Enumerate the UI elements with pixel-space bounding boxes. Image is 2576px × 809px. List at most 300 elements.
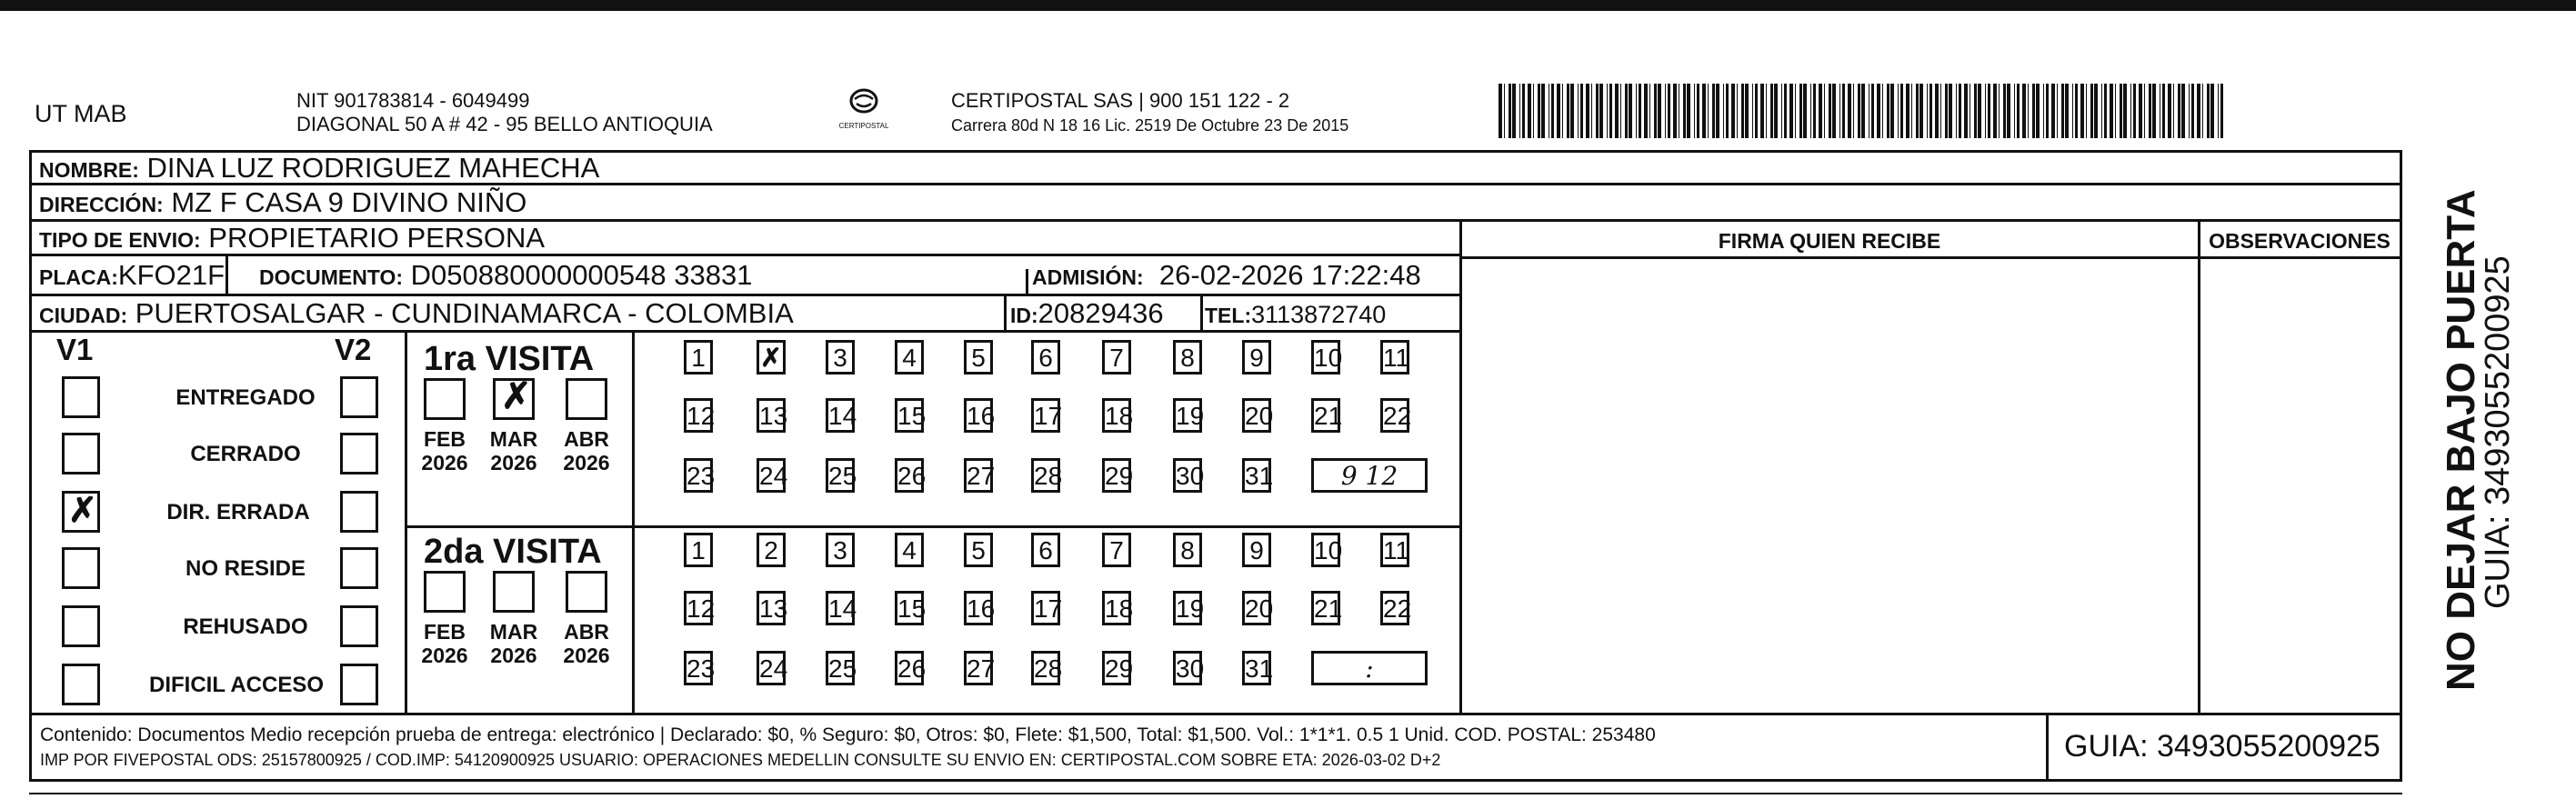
barcode-bar	[1781, 84, 1783, 138]
visit2-day-box[interactable]: 2	[757, 533, 786, 567]
footer-contenido: Contenido: Documentos Medio recepción prueba de entrega: electrónico | Declarado: $0, % Seguro: $0, Otros: $0, Flete: $1,500, Total: $1,500. Vol.: 1*1*1. 0.5 1 Unid. COD. POSTAL: 253480	[40, 724, 1656, 745]
visit2-day-box[interactable]: 1	[684, 533, 713, 567]
tipo-value: PROPIETARIO PERSONA	[208, 222, 546, 254]
barcode-bar	[1887, 84, 1889, 138]
visit1-day-box[interactable]: 30	[1173, 458, 1202, 493]
barcode-bar	[1985, 84, 1987, 138]
barcode-bar	[1858, 84, 1860, 138]
barcode-bar	[1745, 84, 1749, 138]
visit2-month-checkbox[interactable]	[493, 571, 535, 613]
barcode-bar	[2017, 84, 2020, 138]
barcode-bar	[1697, 84, 1699, 138]
barcode-bar	[1949, 84, 1952, 138]
month-name: MAR	[489, 427, 538, 451]
barcode-bar	[1978, 84, 1981, 138]
month-year: 2026	[563, 644, 610, 667]
barcode-bar	[1578, 84, 1579, 138]
barcode-bar	[2104, 84, 2107, 138]
barcode-bar	[1799, 84, 1802, 138]
barcode-bar	[2191, 84, 2194, 138]
visit2-day-box[interactable]: 20	[1242, 591, 1271, 625]
documento-label: DOCUMENTO:	[259, 265, 404, 289]
visit1-day-box[interactable]: 23	[684, 458, 713, 493]
visit1-day-box[interactable]: 22	[1380, 398, 1409, 433]
visit2-day-box[interactable]: 10	[1311, 533, 1340, 567]
visit2-day-box[interactable]: 15	[895, 591, 924, 625]
barcode-bar	[1639, 84, 1641, 138]
barcode-bar	[1959, 84, 1961, 138]
barcode-bar	[1549, 84, 1550, 138]
barcode-bar	[1708, 84, 1709, 138]
barcode-bar	[1869, 84, 1870, 138]
barcode-bar	[2130, 84, 2132, 138]
barcode-bar	[2120, 84, 2122, 138]
nombre-label: NOMBRE:	[39, 158, 139, 182]
v2-checkbox[interactable]	[340, 376, 378, 418]
visit1-month-checkbox[interactable]	[424, 378, 466, 420]
visit1-day-box[interactable]: 7	[1102, 340, 1131, 375]
barcode-bar	[1498, 84, 1502, 138]
direccion-value: MZ F CASA 9 DIVINO NIÑO	[171, 186, 527, 218]
admision-field	[1032, 256, 1421, 296]
carrier-name: CERTIPOSTAL SAS | 900 151 122 - 2	[951, 89, 1290, 112]
visit2-day-box[interactable]: 24	[757, 651, 786, 685]
placa-field	[39, 256, 225, 296]
visit1-day-box[interactable]: 27	[964, 458, 993, 493]
barcode-bar	[1877, 84, 1880, 138]
barcode-bar	[2036, 84, 2040, 138]
visit1-day-box[interactable]: 6	[1031, 340, 1060, 375]
visit1-day-box[interactable]: 8	[1173, 340, 1202, 375]
barcode-bar	[1522, 84, 1525, 138]
barcode-bar	[1829, 84, 1831, 138]
visit1-day-box[interactable]: 25	[826, 458, 855, 493]
v1-checkbox[interactable]	[62, 664, 100, 705]
month-year: 2026	[563, 451, 610, 474]
visit2-day-box[interactable]: 17	[1031, 591, 1060, 625]
id-value: 20829436	[1037, 297, 1164, 329]
v1-checkbox[interactable]	[62, 547, 100, 589]
barcode-bar	[1766, 84, 1768, 138]
visit2-day-box[interactable]: 31	[1242, 651, 1271, 685]
barcode-bar	[2051, 84, 2055, 138]
visit1-day-box[interactable]: 5	[964, 340, 993, 375]
barcode-bar	[1832, 84, 1836, 138]
visit2-day-box[interactable]: 8	[1173, 533, 1202, 567]
barcode-bar	[1853, 84, 1855, 138]
documento-value: D050880000000548 33831	[410, 259, 753, 291]
visit1-month-checkbox[interactable]	[493, 378, 535, 420]
barcode-bar	[2123, 84, 2127, 138]
visit1-day-box[interactable]: 29	[1102, 458, 1131, 493]
barcode-bar	[2080, 84, 2084, 138]
barcode-bar	[1683, 84, 1686, 138]
barcode-bar	[2072, 84, 2074, 138]
barcode-bar	[1898, 84, 1899, 138]
visit2-day-box[interactable]: 19	[1173, 591, 1202, 625]
barcode-bar	[1599, 84, 1603, 138]
barcode-bar	[1842, 84, 1845, 138]
barcode	[1498, 84, 2226, 138]
barcode-bar	[1935, 84, 1939, 138]
visit2-time-box[interactable]: :	[1311, 651, 1428, 685]
visit1-day-box[interactable]: 31	[1242, 458, 1271, 493]
tipo-label: TIPO DE ENVIO:	[39, 228, 201, 252]
barcode-bar	[1927, 84, 1929, 138]
barcode-bar	[2168, 84, 2171, 138]
v2-checkbox[interactable]	[340, 433, 378, 474]
barcode-bar	[1570, 84, 1574, 138]
barcode-bar	[2218, 84, 2220, 138]
placa-label: PLACA:	[39, 265, 118, 289]
id-field	[1010, 296, 1164, 333]
visit1-day-box[interactable]: 26	[895, 458, 924, 493]
visit1-day-box[interactable]: 20	[1242, 398, 1271, 433]
company-name: UT MAB	[35, 100, 127, 127]
barcode-bar	[1906, 84, 1909, 138]
barcode-bar	[1668, 84, 1670, 138]
footer-imp: IMP POR FIVEPOSTAL ODS: 25157800925 / COD.IMP: 54120900925 USUARIO: OPERACIONES MEDELLIN CONSULTE SU ENVIO EN: CERTIPOSTAL.COM SOBRE ETA: 2026-03-02 D+2	[40, 751, 1441, 769]
barcode-bar	[1557, 84, 1560, 138]
barcode-bar	[1636, 84, 1638, 138]
barcode-bar	[1679, 84, 1680, 138]
barcode-bar	[2086, 84, 2088, 138]
barcode-bar	[1551, 84, 1554, 138]
footer-guia: GUIA: 3493055200925	[2064, 729, 2381, 764]
visit1-day-box[interactable]: 18	[1102, 398, 1131, 433]
barcode-bar	[1591, 84, 1593, 138]
barcode-bar	[1726, 84, 1729, 138]
visit2-day-box[interactable]: 25	[826, 651, 855, 685]
barcode-bar	[1538, 84, 1540, 138]
visit1-day-box[interactable]: 1	[684, 340, 713, 375]
status-label: ENTREGADO	[175, 385, 316, 410]
barcode-bar	[2181, 84, 2185, 138]
barcode-bar	[2144, 84, 2146, 138]
check-mark-icon: ✗	[68, 492, 97, 530]
barcode-bar	[1890, 84, 1894, 138]
barcode-bar	[1810, 84, 1812, 138]
barcode-bar	[2028, 84, 2030, 138]
logo-icon	[846, 87, 882, 118]
status-label: DIR. ERRADA	[166, 500, 310, 524]
barcode-bar	[1819, 84, 1822, 138]
barcode-bar	[1848, 84, 1851, 138]
barcode-bar	[1644, 84, 1648, 138]
visit2-day-box[interactable]: 9	[1242, 533, 1271, 567]
visit2-day-box[interactable]: 27	[964, 651, 993, 685]
barcode-bar	[1789, 84, 1793, 138]
barcode-bar	[2046, 84, 2049, 138]
top-border	[0, 0, 2576, 11]
tel-value: 3113872740	[1251, 301, 1387, 328]
month-year: 2026	[421, 451, 468, 474]
visit2-day-box[interactable]: 22	[1380, 591, 1409, 625]
barcode-bar	[2061, 84, 2064, 138]
admision-value: 26-02-2026 17:22:48	[1158, 259, 1421, 291]
barcode-bar	[1687, 84, 1690, 138]
barcode-bar	[2065, 84, 2069, 138]
barcode-bar	[1567, 84, 1569, 138]
barcode-bar	[1723, 84, 1725, 138]
barcode-bar	[2178, 84, 2180, 138]
firma-header: FIRMA QUIEN RECIBE	[1718, 229, 1941, 253]
barcode-bar	[2094, 84, 2098, 138]
ciudad-value: PUERTOSALGAR - CUNDINAMARCA - COLOMBIA	[135, 297, 794, 329]
row-placa	[32, 256, 1459, 296]
barcode-bar	[1755, 84, 1758, 138]
visit2-day-box[interactable]: 26	[895, 651, 924, 685]
v2-checkbox[interactable]	[340, 547, 378, 589]
row-direccion	[32, 185, 2400, 222]
visit2-day-box[interactable]: 6	[1031, 533, 1060, 567]
barcode-bar	[2173, 84, 2175, 138]
barcode-bar	[1580, 84, 1583, 138]
barcode-bar	[2007, 84, 2010, 138]
firma-field[interactable]	[1464, 262, 2195, 711]
barcode-bar	[1803, 84, 1807, 138]
v1-checkbox[interactable]	[62, 605, 100, 647]
visit2-day-box[interactable]: 16	[964, 591, 993, 625]
visit2-month-checkbox[interactable]	[566, 571, 607, 613]
barcode-bar	[1512, 84, 1516, 138]
visit2-month-checkbox[interactable]	[424, 571, 466, 613]
month-name: ABR	[564, 620, 609, 644]
barcode-bar	[2220, 84, 2223, 138]
barcode-bar	[2139, 84, 2142, 138]
visit2-day-box[interactable]: 13	[757, 591, 786, 625]
company-nit: NIT 901783814 - 6049499	[296, 89, 530, 112]
month-name: MAR	[489, 620, 538, 644]
visit1-month-checkbox[interactable]	[566, 378, 607, 420]
barcode-bar	[1596, 84, 1599, 138]
barcode-bar	[1625, 84, 1628, 138]
barcode-bar	[1970, 84, 1971, 138]
visit2-day-box[interactable]: 3	[826, 533, 855, 567]
visit2-month-label	[417, 620, 472, 667]
certipostal-logo	[837, 87, 891, 142]
barcode-bar	[2075, 84, 2078, 138]
barcode-bar	[1813, 84, 1816, 138]
v1-label: V1	[56, 333, 94, 366]
barcode-bar	[1509, 84, 1511, 138]
v1-checkbox[interactable]	[62, 433, 100, 474]
tel-field	[1205, 296, 1386, 333]
visit1-month-label	[559, 427, 614, 474]
company-address: DIAGONAL 50 A # 42 - 95 BELLO ANTIOQUIA	[296, 113, 713, 135]
visit1-title: 1ra VISITA	[424, 340, 595, 378]
visit1-day-box[interactable]	[757, 340, 786, 375]
id-label: ID:	[1010, 304, 1038, 327]
barcode-bar	[2210, 84, 2214, 138]
barcode-bar	[1929, 84, 1932, 138]
visit1-day-box[interactable]: 3	[826, 340, 855, 375]
status-label: NO RESIDE	[185, 556, 306, 581]
barcode-bar	[2115, 84, 2117, 138]
barcode-bar	[2014, 84, 2016, 138]
visit2-day-box[interactable]: 18	[1102, 591, 1131, 625]
barcode-bar	[2152, 84, 2156, 138]
visit1-day-box[interactable]: 16	[964, 398, 993, 433]
visit2-day-box[interactable]: 28	[1031, 651, 1060, 685]
row-nombre	[32, 153, 2400, 185]
logo-caption: CERTIPOSTAL	[838, 122, 889, 130]
visit1-day-box[interactable]: 17	[1031, 398, 1060, 433]
status-label: REHUSADO	[183, 614, 308, 639]
barcode-bar	[1609, 84, 1612, 138]
visit1-time-box[interactable]: 9 12	[1311, 458, 1428, 493]
barcode-bar	[1615, 84, 1619, 138]
barcode-bar	[2149, 84, 2151, 138]
barcode-bar	[2202, 84, 2204, 138]
placa-value: KFO21F	[117, 259, 226, 291]
barcode-bar	[2110, 84, 2113, 138]
month-year: 2026	[490, 451, 537, 474]
barcode-bar	[1541, 84, 1545, 138]
barcode-bar	[1562, 84, 1564, 138]
observaciones-header: OBSERVACIONES	[2209, 229, 2391, 253]
barcode-bar	[2160, 84, 2161, 138]
barcode-bar	[1940, 84, 1942, 138]
barcode-bar	[2022, 84, 2026, 138]
month-year: 2026	[490, 644, 537, 667]
visit1-day-box[interactable]: 12	[684, 398, 713, 433]
visit2-day-box[interactable]: 12	[684, 591, 713, 625]
visit1-day-box[interactable]: 9	[1242, 340, 1271, 375]
barcode-bar	[1839, 84, 1841, 138]
barcode-bar	[2162, 84, 2165, 138]
barcode-bar	[1871, 84, 1874, 138]
visit1-month-label	[417, 427, 472, 474]
barcode-bar	[2003, 84, 2006, 138]
barcode-bar	[1900, 84, 1903, 138]
row-ciudad	[32, 296, 1459, 333]
barcode-bar	[1993, 84, 1997, 138]
visit2-day-box[interactable]: 7	[1102, 533, 1131, 567]
side-guia: GUIA: 3493055200925	[2479, 255, 2517, 609]
barcode-bar	[1586, 84, 1589, 138]
visit1-day-box[interactable]: 10	[1311, 340, 1340, 375]
barcode-bar	[1916, 84, 1919, 138]
barcode-bar	[2032, 84, 2035, 138]
barcode-bar	[2043, 84, 2045, 138]
barcode-bar	[1504, 84, 1506, 138]
observaciones-field[interactable]	[2202, 262, 2397, 711]
visit2-day-box[interactable]: 23	[684, 651, 713, 685]
barcode-bar	[1760, 84, 1764, 138]
visit1-day-box[interactable]: 13	[757, 398, 786, 433]
admision-label: ADMISIÓN:	[1032, 265, 1144, 289]
barcode-bar	[1716, 84, 1719, 138]
visit1-month-label	[486, 427, 541, 474]
barcode-bar	[1712, 84, 1715, 138]
barcode-bar	[2133, 84, 2136, 138]
barcode-bar	[1784, 84, 1787, 138]
v2-checkbox[interactable]	[340, 664, 378, 705]
barcode-bar	[1741, 84, 1744, 138]
barcode-bar	[1731, 84, 1735, 138]
ciudad-field	[39, 296, 794, 333]
barcode-bar	[1770, 84, 1773, 138]
barcode-bar	[1654, 84, 1657, 138]
v2-label: V2	[335, 333, 372, 366]
month-name: FEB	[424, 620, 466, 644]
visit1-day-box[interactable]: 28	[1031, 458, 1060, 493]
barcode-bar	[1620, 84, 1622, 138]
barcode-bar	[2197, 84, 2200, 138]
v2-checkbox[interactable]	[340, 491, 378, 533]
barcode-bar	[1795, 84, 1797, 138]
visit2-day-box[interactable]: 5	[964, 533, 993, 567]
barcode-bar	[2090, 84, 2093, 138]
visit1-day-box[interactable]: 14	[826, 398, 855, 433]
row-tipo	[32, 222, 1459, 256]
status-label: DIFICIL ACCESO	[148, 673, 324, 697]
barcode-bar	[1956, 84, 1958, 138]
visit2-month-label	[486, 620, 541, 667]
visit2-day-box[interactable]: 30	[1173, 651, 1202, 685]
v1-checkbox[interactable]	[62, 491, 100, 533]
visit2-day-box[interactable]: 4	[895, 533, 924, 567]
barcode-bar	[1694, 84, 1696, 138]
visit1-day-box[interactable]: 11	[1380, 340, 1409, 375]
visit1-day-box[interactable]: 24	[757, 458, 786, 493]
visit2-day-box[interactable]: 29	[1102, 651, 1131, 685]
visit1-day-box[interactable]: 4	[895, 340, 924, 375]
visit2-title: 2da VISITA	[424, 533, 602, 571]
barcode-bar	[2189, 84, 2190, 138]
v2-checkbox[interactable]	[340, 605, 378, 647]
barcode-bar	[1702, 84, 1706, 138]
visit1-day-box[interactable]: 21	[1311, 398, 1340, 433]
carrier-address: Carrera 80d N 18 16 Lic. 2519 De Octubre 23 De 2015	[951, 116, 1349, 135]
status-label: CERRADO	[190, 442, 301, 466]
month-name: FEB	[424, 427, 466, 451]
barcode-bar	[1988, 84, 1990, 138]
visit1-day-box[interactable]: 19	[1173, 398, 1202, 433]
barcode-bar	[1945, 84, 1948, 138]
month-year: 2026	[421, 644, 468, 667]
barcode-bar	[1649, 84, 1651, 138]
barcode-bar	[1665, 84, 1667, 138]
barcode-bar	[1861, 84, 1865, 138]
barcode-bar	[1673, 84, 1677, 138]
check-mark-icon: ✗	[760, 344, 782, 372]
visit2-day-box[interactable]: 11	[1380, 533, 1409, 567]
barcode-bar	[1519, 84, 1521, 138]
barcode-bar	[1752, 84, 1754, 138]
barcode-bar	[1911, 84, 1913, 138]
barcode-bar	[1919, 84, 1923, 138]
tel-label: TEL:	[1205, 304, 1252, 327]
barcode-bar	[1528, 84, 1531, 138]
documento-field	[259, 256, 752, 296]
month-name: ABR	[564, 427, 609, 451]
barcode-bar	[1737, 84, 1739, 138]
visit2-day-box[interactable]: 21	[1311, 591, 1340, 625]
barcode-bar	[1774, 84, 1778, 138]
visit1-day-box[interactable]: 15	[895, 398, 924, 433]
barcode-bar	[1533, 84, 1535, 138]
barcode-bar	[2207, 84, 2210, 138]
visit2-day-box[interactable]: 14	[826, 591, 855, 625]
barcode-bar	[1974, 84, 1977, 138]
nombre-value: DINA LUZ RODRIGUEZ MAHECHA	[146, 152, 600, 184]
barcode-bar	[1607, 84, 1609, 138]
barcode-bar	[1964, 84, 1968, 138]
v1-checkbox[interactable]	[62, 376, 100, 418]
barcode-bar	[1882, 84, 1884, 138]
